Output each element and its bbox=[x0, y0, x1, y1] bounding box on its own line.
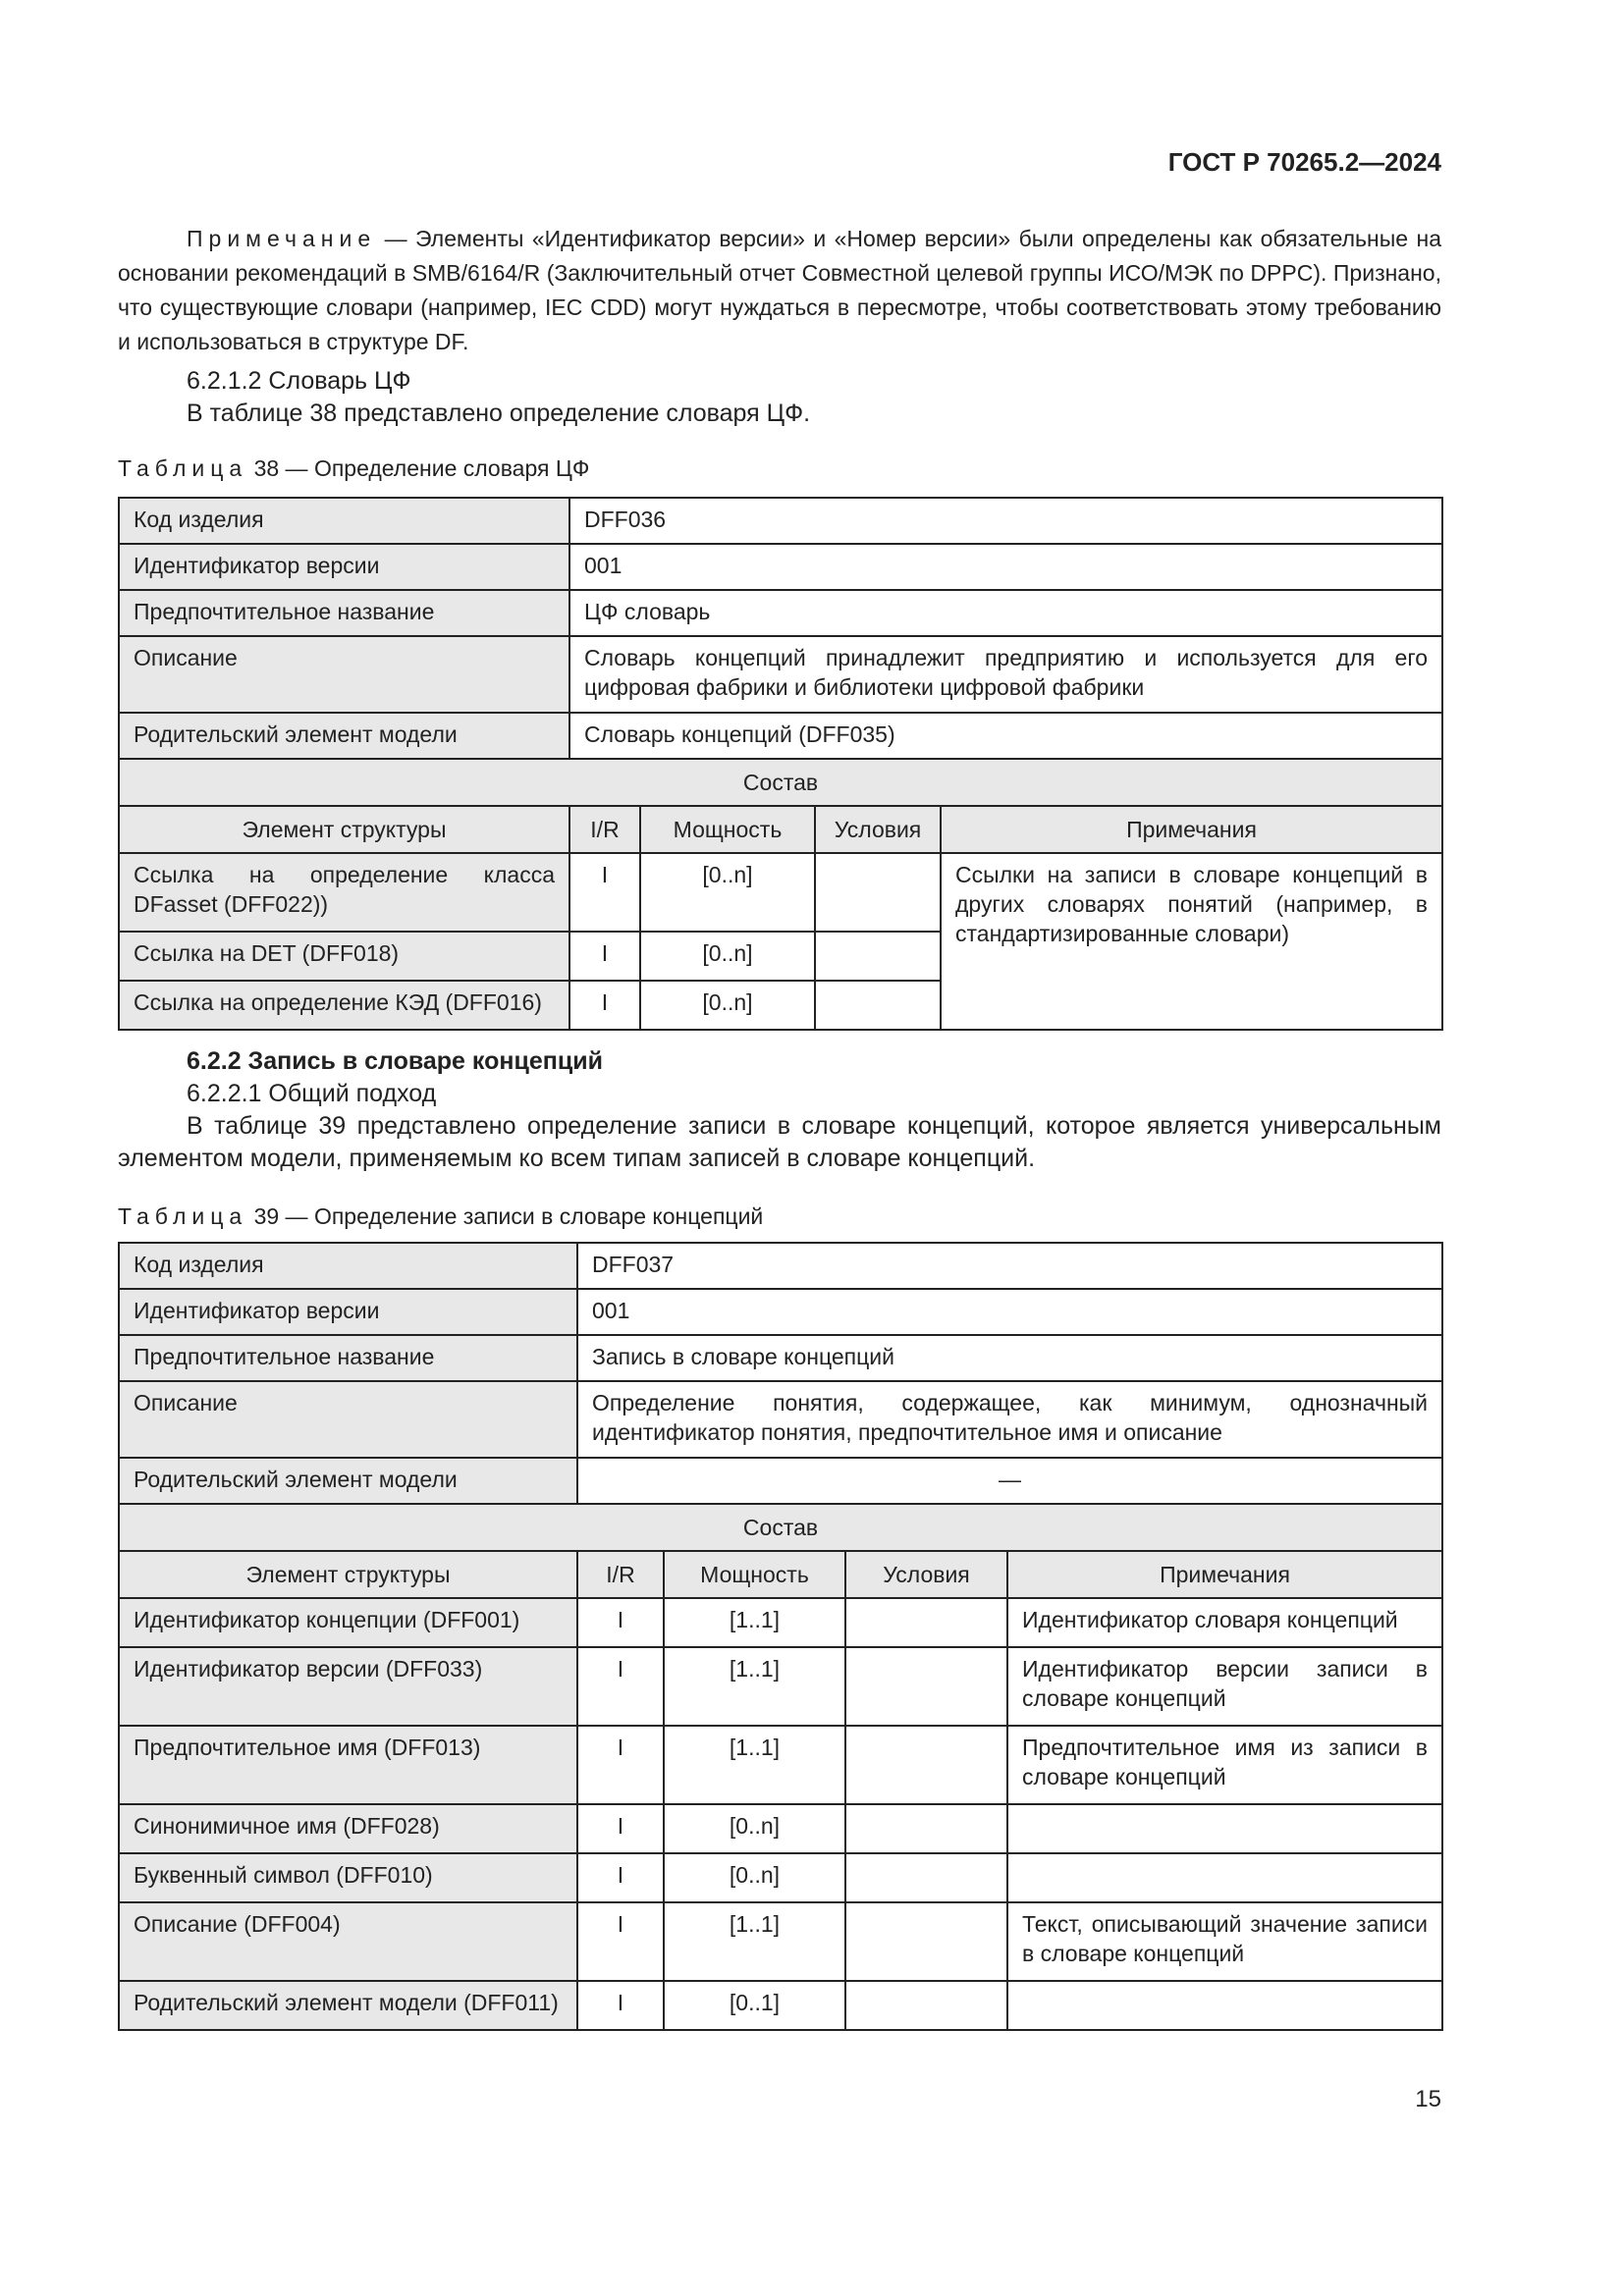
table-row bbox=[119, 1902, 1442, 1981]
table-caption bbox=[118, 1203, 763, 1230]
table-row bbox=[119, 1726, 1442, 1804]
notes-cell: Текст, описывающий значение записи в словаре концепций bbox=[1007, 1902, 1442, 1981]
property-row bbox=[119, 1381, 1442, 1458]
ir-cell: I bbox=[577, 1853, 664, 1902]
structure-element: Ссылка на определение класса DFasset (DFF022)) bbox=[119, 853, 569, 932]
column-header: Условия bbox=[815, 806, 941, 853]
cardinality-cell: [0..n] bbox=[664, 1804, 845, 1853]
composition-header: Состав bbox=[119, 1504, 1442, 1551]
conditions-cell bbox=[845, 1853, 1007, 1902]
note-paragraph bbox=[118, 222, 1441, 359]
column-header: Элемент структуры bbox=[119, 806, 569, 853]
table-row bbox=[119, 1981, 1442, 2030]
property-label: Идентификатор версии bbox=[119, 544, 569, 590]
property-value: Словарь концепций (DFF035) bbox=[569, 713, 1442, 759]
structure-element: Ссылка на определение КЭД (DFF016) bbox=[119, 981, 569, 1030]
property-label: Код изделия bbox=[119, 498, 569, 544]
property-row bbox=[119, 713, 1442, 759]
property-label: Предпочтительное название bbox=[119, 1335, 577, 1381]
page-number: 15 bbox=[1415, 2086, 1441, 2112]
cardinality-cell: [1..1] bbox=[664, 1902, 845, 1981]
column-header: Примечания bbox=[941, 806, 1442, 853]
table-caption bbox=[118, 455, 589, 482]
property-label: Описание bbox=[119, 636, 569, 713]
property-label: Родительский элемент модели bbox=[119, 1458, 577, 1504]
column-header: I/R bbox=[577, 1551, 664, 1598]
cardinality-cell: [0..n] bbox=[664, 1853, 845, 1902]
property-value: 001 bbox=[577, 1289, 1442, 1335]
property-row bbox=[119, 498, 1442, 544]
conditions-cell bbox=[845, 1804, 1007, 1853]
column-header: Мощность bbox=[640, 806, 815, 853]
property-label: Описание bbox=[119, 1381, 577, 1458]
conditions-cell bbox=[845, 1981, 1007, 2030]
note-label: Примечание bbox=[187, 226, 377, 251]
notes-cell: Предпочтительное имя из записи в словаре концепций bbox=[1007, 1726, 1442, 1804]
ir-cell: I bbox=[577, 1726, 664, 1804]
property-row bbox=[119, 590, 1442, 636]
cardinality-cell: [0..1] bbox=[664, 1981, 845, 2030]
conditions-cell bbox=[815, 981, 941, 1030]
structure-element: Идентификатор версии (DFF033) bbox=[119, 1647, 577, 1726]
notes-cell bbox=[1007, 1804, 1442, 1853]
subsection-heading: 6.2.2.1 Общий подход bbox=[187, 1080, 437, 1107]
cardinality-cell: [0..n] bbox=[640, 853, 815, 932]
notes-cell bbox=[1007, 1853, 1442, 1902]
table-row bbox=[119, 1647, 1442, 1726]
table-row bbox=[119, 1598, 1442, 1647]
ir-cell: I bbox=[569, 853, 640, 932]
cardinality-cell: [0..n] bbox=[640, 932, 815, 981]
cardinality-cell: [1..1] bbox=[664, 1598, 845, 1647]
property-value: Определение понятия, содержащее, как минимум, однозначный идентификатор понятия, предпочтительное имя и описание bbox=[577, 1381, 1442, 1458]
structure-element: Родительский элемент модели (DFF011) bbox=[119, 1981, 577, 2030]
document-header: ГОСТ Р 70265.2—2024 bbox=[1167, 147, 1441, 177]
property-label: Родительский элемент модели bbox=[119, 713, 569, 759]
conditions-cell bbox=[815, 932, 941, 981]
conditions-cell bbox=[815, 853, 941, 932]
ir-cell: I bbox=[577, 1981, 664, 2030]
property-row bbox=[119, 1335, 1442, 1381]
property-value: 001 bbox=[569, 544, 1442, 590]
notes-cell bbox=[1007, 1981, 1442, 2030]
structure-element: Предпочтительное имя (DFF013) bbox=[119, 1726, 577, 1804]
column-header: I/R bbox=[569, 806, 640, 853]
property-value: Словарь концепций принадлежит предприятию и используется для его цифровая фабрики и библиотеки цифровой фабрики bbox=[569, 636, 1442, 713]
table-39 bbox=[118, 1242, 1443, 2031]
conditions-cell bbox=[845, 1726, 1007, 1804]
notes-cell: Идентификатор словаря концепций bbox=[1007, 1598, 1442, 1647]
section-heading: 6.2.2 Запись в словаре концепций bbox=[187, 1047, 603, 1075]
conditions-cell bbox=[845, 1598, 1007, 1647]
ir-cell: I bbox=[569, 932, 640, 981]
column-header: Условия bbox=[845, 1551, 1007, 1598]
property-value: DFF037 bbox=[577, 1243, 1442, 1289]
structure-element: Идентификатор концепции (DFF001) bbox=[119, 1598, 577, 1647]
column-header: Мощность bbox=[664, 1551, 845, 1598]
property-value: Запись в словаре концепций bbox=[577, 1335, 1442, 1381]
property-value: DFF036 bbox=[569, 498, 1442, 544]
structure-element: Описание (DFF004) bbox=[119, 1902, 577, 1981]
property-label: Идентификатор версии bbox=[119, 1289, 577, 1335]
column-header: Примечания bbox=[1007, 1551, 1442, 1598]
conditions-cell bbox=[845, 1902, 1007, 1981]
ir-cell: I bbox=[577, 1902, 664, 1981]
table-row bbox=[119, 853, 1442, 932]
property-row bbox=[119, 1458, 1442, 1504]
paragraph: В таблице 38 представлено определение словаря ЦФ. bbox=[187, 400, 811, 427]
ir-cell: I bbox=[569, 981, 640, 1030]
property-value: — bbox=[577, 1458, 1442, 1504]
property-value: ЦФ словарь bbox=[569, 590, 1442, 636]
ir-cell: I bbox=[577, 1598, 664, 1647]
table-38 bbox=[118, 497, 1443, 1031]
cardinality-cell: [0..n] bbox=[640, 981, 815, 1030]
table-row bbox=[119, 1853, 1442, 1902]
structure-element: Синонимичное имя (DFF028) bbox=[119, 1804, 577, 1853]
property-label: Код изделия bbox=[119, 1243, 577, 1289]
composition-header: Состав bbox=[119, 759, 1442, 806]
ir-cell: I bbox=[577, 1647, 664, 1726]
caption-label: Таблица bbox=[118, 455, 248, 481]
column-header: Элемент структуры bbox=[119, 1551, 577, 1598]
property-row bbox=[119, 544, 1442, 590]
property-row bbox=[119, 1289, 1442, 1335]
notes-cell: Ссылки на записи в словаре концепций в других словарях понятий (например, в стандартизированные словари) bbox=[941, 853, 1442, 1030]
notes-cell: Идентификатор версии записи в словаре концепций bbox=[1007, 1647, 1442, 1726]
note-text: — Элементы «Идентификатор версии» и «Номер версии» были определены как обязательные на основании рекомендаций в SMB/6164/R (Заключительный отчет Совместной целевой группы ИСО/МЭК по DPPC). Признано, что существующие словари (например, IEC CDD) могут нуждаться в пересмотре, чтобы соответствовать этому требованию и использоваться в структуре DF. bbox=[118, 226, 1441, 354]
ir-cell: I bbox=[577, 1804, 664, 1853]
paragraph: В таблице 39 представлено определение записи в словаре концепций, которое является универсальным элементом модели, применяемым ко всем типам записей в словаре концепций. bbox=[118, 1112, 1441, 1172]
structure-element: Ссылка на DET (DFF018) bbox=[119, 932, 569, 981]
conditions-cell bbox=[845, 1647, 1007, 1726]
structure-element: Буквенный символ (DFF010) bbox=[119, 1853, 577, 1902]
property-label: Предпочтительное название bbox=[119, 590, 569, 636]
cardinality-cell: [1..1] bbox=[664, 1726, 845, 1804]
caption-label: Таблица bbox=[118, 1203, 248, 1229]
caption-text: 38 — Определение словаря ЦФ bbox=[247, 455, 590, 481]
property-row bbox=[119, 636, 1442, 713]
property-row bbox=[119, 1243, 1442, 1289]
table-row bbox=[119, 1804, 1442, 1853]
section-heading: 6.2.1.2 Словарь ЦФ bbox=[187, 367, 411, 395]
caption-text: 39 — Определение записи в словаре концепций bbox=[247, 1203, 764, 1229]
cardinality-cell: [1..1] bbox=[664, 1647, 845, 1726]
